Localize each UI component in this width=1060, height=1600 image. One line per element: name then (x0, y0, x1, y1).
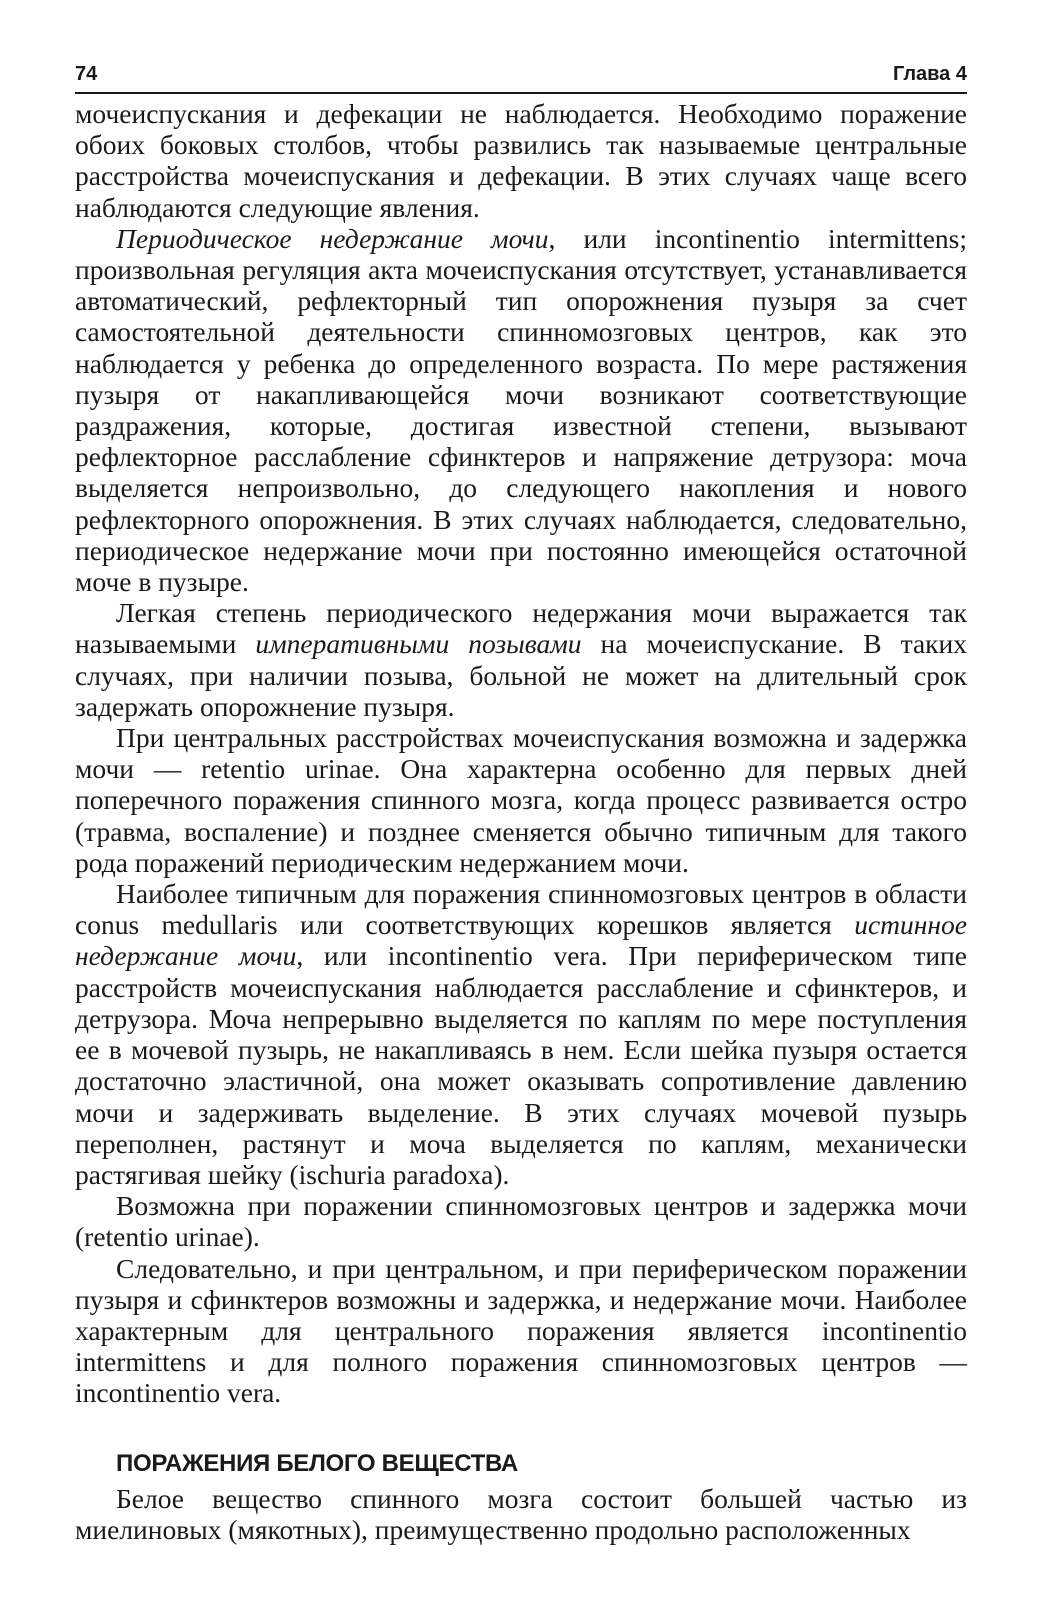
italic-term: истинное недержание мочи (75, 909, 967, 972)
text-run: При центральных расстройствах мочеиспускания возможна и задержка мочи — retentio urinae. Она характерна особенно для первых дней поперечного поражения спинного мозга, когда процесс развивается остро (травма, воспаление) и позднее сменяется обычно типичным для такого рода поражений периодическим недержанием мочи. (75, 722, 967, 878)
text-run: мочеиспускания и дефекации не наблюдается. Необходимо поражение обоих боковых столбов, чтобы развились так называемые центральные расстройства мочеиспускания и дефекации. В этих случаях чаще всего наблюдаются следующие явления. (75, 98, 967, 223)
text-run: Следовательно, и при центральном, и при периферическом поражении пузыря и сфинктеров возможны и задержка, и недержание мочи. Наиболее характерным для центрального поражения является incontinentio intermittens и для полного поражения спинномозговых центров — incontinentio vera. (75, 1252, 967, 1409)
section-heading: ПОРАЖЕНИЯ БЕЛОГО ВЕЩЕСТВА (116, 1449, 518, 1477)
text-run: , или incontinentio intermittens; произвольная регуляция акта мочеиспускания отсутствует, устанавливается автоматический, рефлекторный тип опорожнения пузыря за счет самостоятельной деятельности спинномозговых центров, как это наблюдается у ребенка до определенного возраста. По мере растяжения пузыря от накапливающейся мочи возникают соответствующие раздражения, которые, достигая известной степени, вызывают рефлекторное расслабление сфинктеров и напряжение детрузора: моча выделяется непроизвольно, до следующего накопления и нового рефлекторного опорожнения. В этих случаях наблюдается, следовательно, периодическое недержание мочи при постоянно имеющейся остаточной моче в пузыре. (75, 222, 967, 598)
italic-term: Периодическое недержание мочи (116, 222, 549, 254)
section-text (75, 1483, 967, 1545)
running-header (75, 62, 967, 94)
text-run: , или incontinentio vera. При периферическом типе расстройств мочеиспускания наблюдается расслабление и сфинктеров, и детрузора. Моча непрерывно выделяется по каплям по мере поступления ее в мочевой пузырь, не накапливаясь в нем. Если шейка пузыря остается достаточно эластичной, она может оказывать сопротивление давлению мочи и задерживать выделение. В этих случаях мочевой пузырь переполнен, растянут и моча выделяется по каплям, механически растягивая шейку (ischuria paradoxa). (75, 940, 967, 1190)
paragraph (75, 597, 967, 722)
text-run: Возможна при поражении спинномозговых центров и задержка мочи (retentio urinae). (75, 1190, 967, 1253)
paragraph (75, 1190, 967, 1252)
text-run: Легкая степень периодического недержания мочи выражается так называемыми (75, 597, 967, 660)
paragraph (75, 878, 967, 1190)
text-run: на мочеиспускание. В таких случаях, при наличии позыва, больной не может на длительный срок задержать опорожнение пузыря. (75, 628, 967, 722)
paragraph (75, 223, 967, 597)
paragraph (75, 98, 967, 223)
book-page (75, 62, 967, 1545)
text-run: Наиболее типичным для поражения спинномозговых центров в области conus medullaris или соответствующих корешков является (75, 878, 967, 941)
paragraph (75, 722, 967, 878)
paragraph (75, 1483, 967, 1545)
text-run: Белое вещество спинного мозга состоит большей частью из миелиновых (мякотных), преимущественно продольно расположенных (75, 1482, 967, 1545)
paragraph (75, 1253, 967, 1409)
page-number: 74 (75, 63, 98, 85)
italic-term: императивными позывами (255, 628, 582, 660)
main-text (75, 98, 967, 1409)
chapter-title: Глава 4 (892, 63, 967, 85)
